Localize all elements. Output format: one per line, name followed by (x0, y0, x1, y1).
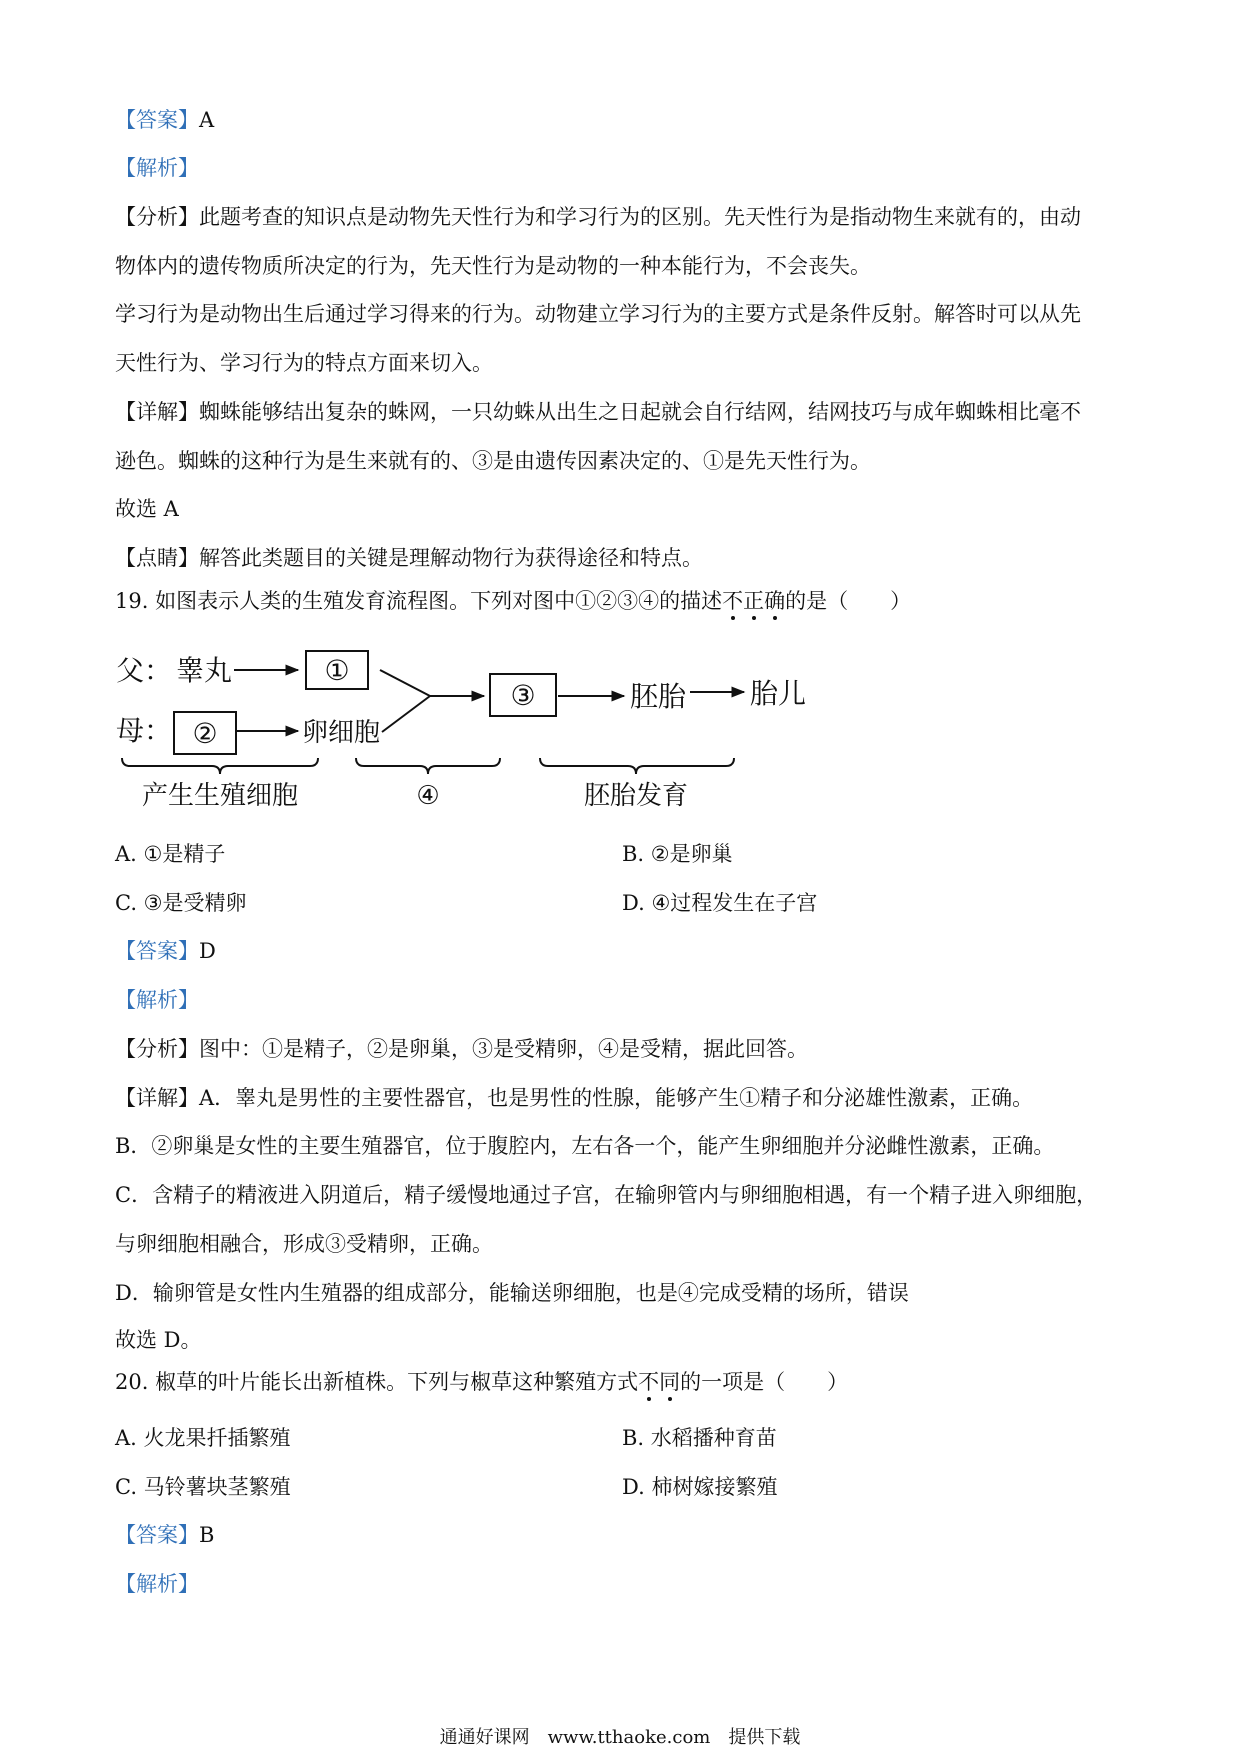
answer-line (115, 937, 1135, 965)
detail-paragraph-line: B．②卵巢是女性的主要生殖器官，位于腹腔内，左右各一个，能产生卵细胞并分泌雌性激素，正确。 (115, 1134, 1055, 1158)
analysis-paragraph-line: 学习行为是动物出生后通过学习得来的行为。动物建立学习行为的主要方式是条件反射。解答时可以从先 (115, 302, 1081, 326)
answer-value: A (199, 108, 215, 132)
option-a: A. 火龙果扦插繁殖 (115, 1426, 291, 1450)
emphasis-char: 正 (743, 589, 765, 613)
xiangjie-text: 蜘蛛能够结出复杂的蛛网，一只幼蛛从出生之日起就会自行结网，结网技巧与成年蜘蛛相比毫不 (199, 400, 1081, 424)
option-a: A. ①是精子 (115, 842, 226, 866)
mother-label: 母： (116, 714, 173, 747)
analysis-paragraph-line: 物体内的遗传物质所决定的行为，先天性行为是动物的一种本能行为，不会丧失。 (115, 254, 871, 278)
emphasis-char: 同 (659, 1370, 681, 1394)
bracket-embryo-development (540, 758, 734, 774)
conclusion-line: 故选 D。 (115, 1328, 202, 1352)
analysis-line (115, 986, 1135, 1014)
analysis-paragraph-line: 天性行为、学习行为的特点方面来切入。 (115, 351, 493, 375)
analysis-line (115, 1570, 1135, 1598)
option-b: B. 水稻播种育苗 (622, 1426, 777, 1450)
xiangjie-tag: 【详解】 (115, 400, 199, 424)
detail-paragraph-line: 与卵细胞相融合，形成③受精卵，正确。 (115, 1232, 493, 1256)
option-c: C. 马铃薯块茎繁殖 (115, 1475, 291, 1499)
xiangjie-text: A．睾丸是男性的主要性器官，也是男性的性腺，能够产生①精子和分泌雄性激素，正确。 (199, 1086, 1034, 1110)
stem-text: 的是（ ） (785, 589, 912, 613)
option-d: D. ④过程发生在子宫 (622, 891, 818, 915)
father-organ-label: 睾丸 (176, 654, 233, 687)
option-b: B. ②是卵巢 (622, 842, 733, 866)
analysis-paragraph-line (115, 203, 1135, 231)
detail-paragraph-line: 逊色。蜘蛛的这种行为是生来就有的、③是由遗传因素决定的、①是先天性行为。 (115, 449, 871, 473)
analysis-paragraph-line (115, 1035, 1135, 1063)
answer-tag: 【答案】 (115, 108, 199, 132)
stem-text: 19. 如图表示人类的生殖发育流程图。下列对图中①②③④的描述 (115, 589, 723, 613)
emphasis-char: 不 (638, 1370, 660, 1394)
box-1-label: ① (324, 654, 350, 687)
question-19-stem (115, 587, 1135, 615)
question-20-stem (115, 1368, 1135, 1396)
xiangjie-tag: 【详解】 (115, 1086, 199, 1110)
bracket-gametes-label: 产生生殖细胞 (141, 781, 299, 811)
bracket-fertilization-label: ④ (416, 781, 440, 811)
option-d: D. 柿树嫁接繁殖 (622, 1475, 778, 1499)
merge-line-lower (382, 696, 430, 732)
answer-tag: 【答案】 (115, 1523, 199, 1547)
box-3-label: ③ (510, 679, 536, 712)
fenxi-tag: 【分析】 (115, 1037, 199, 1061)
bracket-embryo-development-label: 胚胎发育 (583, 781, 689, 811)
conclusion-line: 故选 A (115, 497, 179, 521)
key-point-line (115, 544, 1135, 572)
merge-line-upper (380, 670, 430, 696)
egg-cell-label: 卵细胞 (302, 718, 381, 748)
fenxi-tag: 【分析】 (115, 205, 199, 229)
father-label: 父： (116, 654, 173, 687)
answer-tag: 【答案】 (115, 939, 199, 963)
bracket-gametes (122, 758, 318, 774)
reproduction-flowchart (112, 648, 832, 818)
answer-line (115, 106, 1135, 134)
fetus-label: 胎儿 (750, 677, 807, 710)
stem-text: 20. 椒草的叶片能长出新植株。下列与椒草这种繁殖方式 (115, 1370, 639, 1394)
detail-paragraph-line (115, 398, 1135, 426)
stem-text: 的一项是（ ） (680, 1370, 849, 1394)
answer-line (115, 1521, 1135, 1549)
option-c: C. ③是受精卵 (115, 891, 247, 915)
fenxi-text: 图中：①是精子，②是卵巢，③是受精卵，④是受精，据此回答。 (199, 1037, 808, 1061)
analysis-tag: 【解析】 (115, 156, 199, 180)
dianjing-text: 解答此类题目的关键是理解动物行为获得途径和特点。 (199, 546, 703, 570)
detail-paragraph-line (115, 1084, 1135, 1112)
bracket-fertilization (356, 758, 500, 774)
answer-value: B (199, 1523, 215, 1547)
emphasis-char: 确 (764, 589, 786, 613)
dianjing-tag: 【点睛】 (115, 546, 199, 570)
analysis-tag: 【解析】 (115, 1572, 199, 1596)
box-2-label: ② (192, 717, 218, 750)
analysis-line (115, 154, 1135, 182)
detail-paragraph-line: C．含精子的精液进入阴道后，精子缓慢地通过子宫，在输卵管内与卵细胞相遇，有一个精子进入卵细胞， (115, 1183, 1098, 1207)
embryo-label: 胚胎 (630, 680, 687, 713)
analysis-tag: 【解析】 (115, 988, 199, 1012)
answer-value: D (199, 939, 216, 963)
emphasis-char: 不 (722, 589, 744, 613)
fenxi-text: 此题考查的知识点是动物先天性行为和学习行为的区别。先天性行为是指动物生来就有的，由动 (199, 205, 1081, 229)
detail-paragraph-line: D．输卵管是女性内生殖器的组成部分，能输送卵细胞，也是④完成受精的场所，错误 (115, 1281, 909, 1305)
page-footer: 通通好课网 www.tthaoke.com 提供下载 (439, 1727, 801, 1748)
